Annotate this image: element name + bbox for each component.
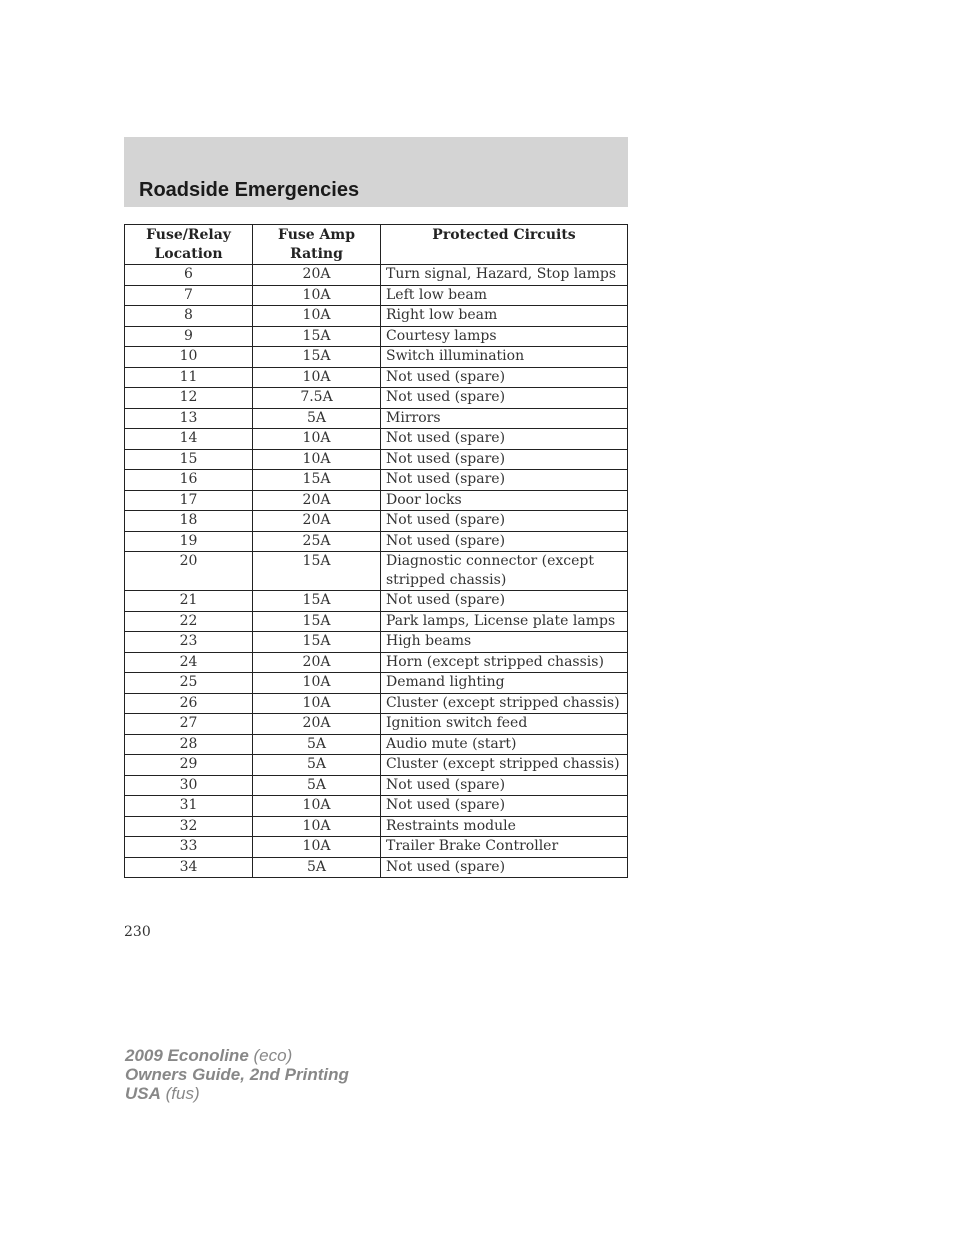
cell-location: 33 <box>125 837 253 858</box>
table-body <box>125 265 628 878</box>
table-row <box>125 347 628 368</box>
cell-protected-circuit: Not used (spare) <box>381 449 628 470</box>
cell-location: 26 <box>125 693 253 714</box>
cell-protected-circuit: Not used (spare) <box>381 796 628 817</box>
cell-protected-circuit: Not used (spare) <box>381 429 628 450</box>
header-location <box>125 225 253 265</box>
table-row <box>125 837 628 858</box>
table-row <box>125 632 628 653</box>
cell-amp-rating: 15A <box>253 326 381 347</box>
cell-amp-rating: 20A <box>253 511 381 532</box>
cell-amp-rating: 10A <box>253 837 381 858</box>
cell-location: 12 <box>125 388 253 409</box>
cell-amp-rating: 20A <box>253 490 381 511</box>
table-row <box>125 816 628 837</box>
cell-protected-circuit: Switch illumination <box>381 347 628 368</box>
cell-amp-rating: 25A <box>253 531 381 552</box>
cell-location: 9 <box>125 326 253 347</box>
cell-amp-rating: 15A <box>253 470 381 491</box>
cell-location: 8 <box>125 306 253 327</box>
footer-region-code: (fus) <box>165 1084 200 1103</box>
cell-location: 22 <box>125 611 253 632</box>
section-title: Roadside Emergencies <box>139 179 360 201</box>
cell-amp-rating: 5A <box>253 755 381 776</box>
cell-amp-rating: 10A <box>253 673 381 694</box>
table-header-row <box>125 225 628 265</box>
cell-amp-rating: 20A <box>253 714 381 735</box>
cell-amp-rating: 5A <box>253 857 381 878</box>
cell-protected-circuit: Park lamps, License plate lamps <box>381 611 628 632</box>
cell-protected-circuit: Mirrors <box>381 408 628 429</box>
cell-amp-rating: 10A <box>253 796 381 817</box>
cell-protected-circuit: Diagnostic connector (except stripped chassis) <box>381 552 628 591</box>
cell-location: 15 <box>125 449 253 470</box>
cell-amp-rating: 10A <box>253 449 381 470</box>
cell-amp-rating: 10A <box>253 285 381 306</box>
footer-line2: Owners Guide, 2nd Printing <box>125 1065 349 1084</box>
table-row <box>125 796 628 817</box>
table-row <box>125 429 628 450</box>
section-header-band <box>124 137 628 207</box>
cell-location: 23 <box>125 632 253 653</box>
footer-model-code: (eco) <box>253 1046 293 1065</box>
table-row <box>125 591 628 612</box>
header-amp-line1: Fuse Amp <box>278 227 355 243</box>
table-row <box>125 552 628 591</box>
cell-amp-rating: 20A <box>253 652 381 673</box>
header-amp-rating <box>253 225 381 265</box>
cell-amp-rating: 7.5A <box>253 388 381 409</box>
table-row <box>125 755 628 776</box>
cell-protected-circuit: Not used (spare) <box>381 367 628 388</box>
cell-protected-circuit: Door locks <box>381 490 628 511</box>
cell-amp-rating: 5A <box>253 775 381 796</box>
cell-protected-circuit: Left low beam <box>381 285 628 306</box>
cell-location: 28 <box>125 734 253 755</box>
table-row <box>125 367 628 388</box>
cell-amp-rating: 15A <box>253 552 381 591</box>
cell-location: 7 <box>125 285 253 306</box>
table-row <box>125 306 628 327</box>
footer-line3 <box>125 1084 349 1103</box>
cell-location: 10 <box>125 347 253 368</box>
header-amp-line2: Rating <box>290 245 343 262</box>
table-row <box>125 673 628 694</box>
cell-location: 30 <box>125 775 253 796</box>
table-row <box>125 408 628 429</box>
cell-protected-circuit: Not used (spare) <box>381 857 628 878</box>
cell-protected-circuit: Restraints module <box>381 816 628 837</box>
cell-amp-rating: 10A <box>253 367 381 388</box>
cell-protected-circuit: Horn (except stripped chassis) <box>381 652 628 673</box>
table-row <box>125 326 628 347</box>
footer <box>125 1046 349 1103</box>
cell-location: 31 <box>125 796 253 817</box>
cell-location: 29 <box>125 755 253 776</box>
cell-location: 24 <box>125 652 253 673</box>
cell-location: 20 <box>125 552 253 591</box>
cell-protected-circuit: Not used (spare) <box>381 388 628 409</box>
table-row <box>125 611 628 632</box>
table-row <box>125 470 628 491</box>
cell-location: 14 <box>125 429 253 450</box>
cell-protected-circuit: Courtesy lamps <box>381 326 628 347</box>
cell-protected-circuit: Ignition switch feed <box>381 714 628 735</box>
table-row <box>125 449 628 470</box>
cell-location: 18 <box>125 511 253 532</box>
fuse-table <box>124 224 628 878</box>
footer-line1 <box>125 1046 349 1065</box>
cell-protected-circuit: Turn signal, Hazard, Stop lamps <box>381 265 628 286</box>
cell-protected-circuit: Audio mute (start) <box>381 734 628 755</box>
table-row <box>125 775 628 796</box>
cell-protected-circuit: Cluster (except stripped chassis) <box>381 755 628 776</box>
cell-amp-rating: 5A <box>253 734 381 755</box>
table-row <box>125 265 628 286</box>
cell-protected-circuit: Cluster (except stripped chassis) <box>381 693 628 714</box>
header-location-line2: Location <box>154 245 223 262</box>
cell-location: 32 <box>125 816 253 837</box>
table-row <box>125 285 628 306</box>
cell-amp-rating: 15A <box>253 347 381 368</box>
cell-amp-rating: 15A <box>253 632 381 653</box>
cell-location: 16 <box>125 470 253 491</box>
cell-protected-circuit: Right low beam <box>381 306 628 327</box>
cell-amp-rating: 15A <box>253 611 381 632</box>
table-row <box>125 734 628 755</box>
cell-protected-circuit: Trailer Brake Controller <box>381 837 628 858</box>
table-row <box>125 490 628 511</box>
table-row <box>125 693 628 714</box>
table-row <box>125 857 628 878</box>
cell-location: 27 <box>125 714 253 735</box>
cell-protected-circuit: Not used (spare) <box>381 531 628 552</box>
cell-location: 34 <box>125 857 253 878</box>
cell-location: 13 <box>125 408 253 429</box>
cell-protected-circuit: High beams <box>381 632 628 653</box>
cell-amp-rating: 15A <box>253 591 381 612</box>
cell-location: 25 <box>125 673 253 694</box>
cell-protected-circuit: Not used (spare) <box>381 591 628 612</box>
cell-amp-rating: 10A <box>253 693 381 714</box>
cell-amp-rating: 10A <box>253 816 381 837</box>
cell-amp-rating: 5A <box>253 408 381 429</box>
table-row <box>125 388 628 409</box>
cell-protected-circuit: Not used (spare) <box>381 470 628 491</box>
header-protected-circuits: Protected Circuits <box>381 225 628 265</box>
cell-protected-circuit: Not used (spare) <box>381 775 628 796</box>
page-number: 230 <box>124 924 151 940</box>
cell-location: 6 <box>125 265 253 286</box>
table-row <box>125 652 628 673</box>
cell-amp-rating: 20A <box>253 265 381 286</box>
header-location-line1: Fuse/Relay <box>146 227 231 243</box>
table-row <box>125 531 628 552</box>
cell-protected-circuit: Demand lighting <box>381 673 628 694</box>
cell-location: 19 <box>125 531 253 552</box>
footer-region: USA <box>125 1084 161 1103</box>
cell-location: 11 <box>125 367 253 388</box>
cell-protected-circuit: Not used (spare) <box>381 511 628 532</box>
cell-amp-rating: 10A <box>253 306 381 327</box>
cell-amp-rating: 10A <box>253 429 381 450</box>
table-row <box>125 714 628 735</box>
cell-location: 17 <box>125 490 253 511</box>
table-row <box>125 511 628 532</box>
cell-location: 21 <box>125 591 253 612</box>
footer-model: 2009 Econoline <box>125 1046 249 1065</box>
